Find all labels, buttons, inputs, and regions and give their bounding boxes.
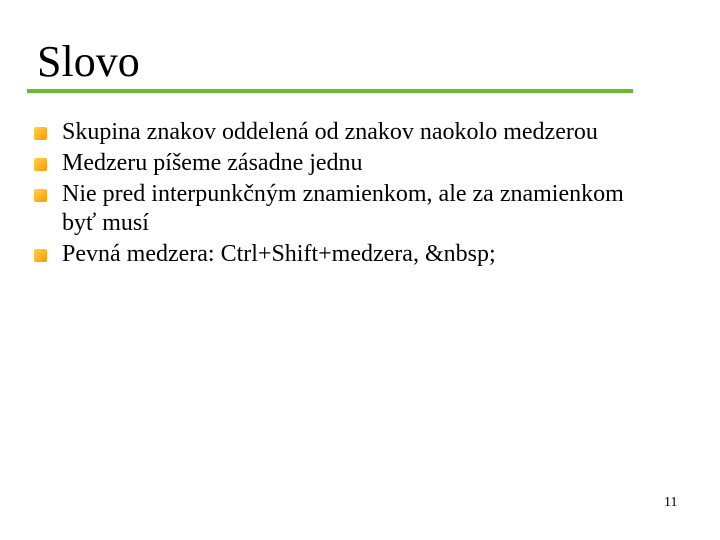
square-bullet-icon bbox=[34, 189, 47, 202]
slide-title: Slovo bbox=[37, 37, 140, 86]
bullet-item bbox=[34, 180, 654, 238]
bullet-text: Skupina znakov oddelená od znakov naokolo medzerou bbox=[62, 119, 598, 145]
bullet-item bbox=[34, 118, 654, 147]
bullet-list bbox=[34, 118, 654, 271]
bullet-item bbox=[34, 240, 654, 269]
square-bullet-icon bbox=[34, 127, 47, 140]
page-number: 11 bbox=[664, 495, 678, 510]
bullet-text: Pevná medzera: Ctrl+Shift+medzera, &nbsp; bbox=[62, 241, 496, 267]
title-underline bbox=[27, 89, 633, 93]
bullet-text: Nie pred interpunkčným znamienkom, ale za znamienkom byť musí bbox=[62, 181, 624, 236]
bullet-text: Medzeru píšeme zásadne jednu bbox=[62, 150, 363, 176]
bullet-item bbox=[34, 149, 654, 178]
square-bullet-icon bbox=[34, 249, 47, 262]
square-bullet-icon bbox=[34, 158, 47, 171]
